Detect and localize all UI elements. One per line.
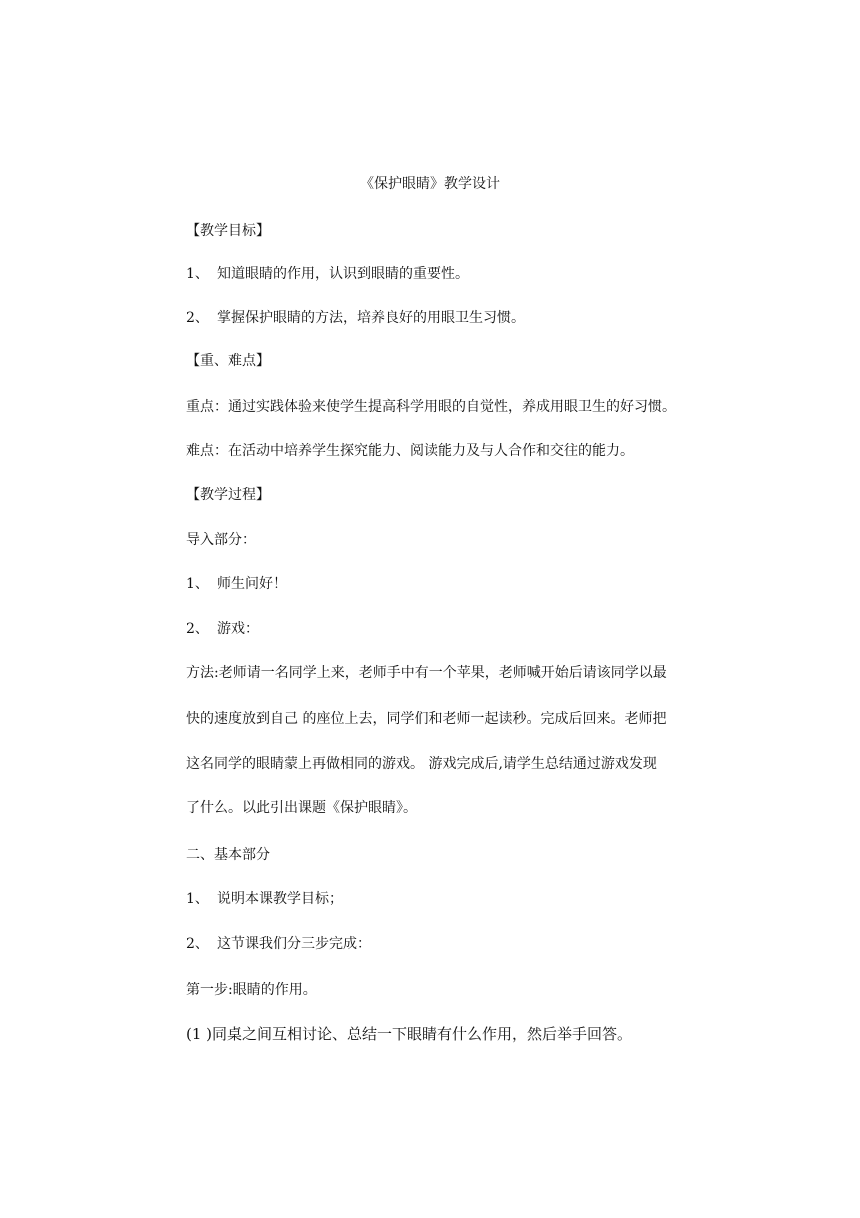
objective-item-2 — [186, 308, 525, 328]
basic-item-1 — [186, 889, 343, 909]
key-points-heading: 【重、难点】 — [186, 353, 270, 369]
basic-text-2: 这节课我们分三步完成： — [217, 936, 371, 952]
objective-item-1 — [186, 264, 469, 284]
objective-text-2: 掌握保护眼睛的方法，培养良好的用眼卫生习惯。 — [217, 310, 525, 326]
method-line-4: 了什么。以此引出课题《保护眼睛》。 — [186, 800, 417, 816]
method-line-3: 这名同学的眼睛蒙上再做相同的游戏。 游戏完成后,请学生总结通过游戏发现 — [186, 756, 657, 772]
intro-text-1: 师生问好！ — [217, 576, 287, 592]
step1-item: (1 )同桌之间互相讨论、总结一下眼睛有什么作用，然后举手回答。 — [186, 1025, 633, 1043]
method-line-1: 方法:老师请一名同学上来，老师手中有一个苹果，老师喊开始后请该同学以最 — [186, 665, 667, 681]
intro-item-2 — [186, 619, 259, 639]
intro-heading: 导入部分： — [186, 532, 256, 548]
basic-heading: 二、基本部分 — [186, 847, 270, 863]
intro-item-1 — [186, 574, 287, 594]
objective-number-1: 1、 — [186, 266, 209, 282]
process-heading: 【教学过程】 — [186, 487, 270, 503]
difficult-point: 难点：在活动中培养学生探究能力、阅读能力及与人合作和交往的能力。 — [186, 443, 634, 459]
key-point: 重点：通过实践体验来使学生提高科学用眼的自觉性，养成用眼卫生的好习惯。 — [186, 399, 676, 415]
basic-number-1: 1、 — [186, 891, 209, 907]
method-line-2: 快的速度放到自己 的座位上去，同学们和老师一起读秒。完成后回来。老师把 — [186, 711, 667, 727]
document-title: 《保护眼睛》教学设计 — [360, 176, 500, 192]
objective-number-2: 2、 — [186, 310, 209, 326]
objectives-heading: 【教学目标】 — [186, 223, 270, 239]
intro-text-2: 游戏： — [217, 621, 259, 637]
intro-number-2: 2、 — [186, 621, 209, 637]
step1-heading: 第一步:眼睛的作用。 — [186, 982, 317, 998]
basic-number-2: 2、 — [186, 936, 209, 952]
basic-text-1: 说明本课教学目标； — [217, 891, 343, 907]
intro-number-1: 1、 — [186, 576, 209, 592]
basic-item-2 — [186, 934, 371, 954]
objective-text-1: 知道眼睛的作用，认识到眼睛的重要性。 — [217, 266, 469, 282]
